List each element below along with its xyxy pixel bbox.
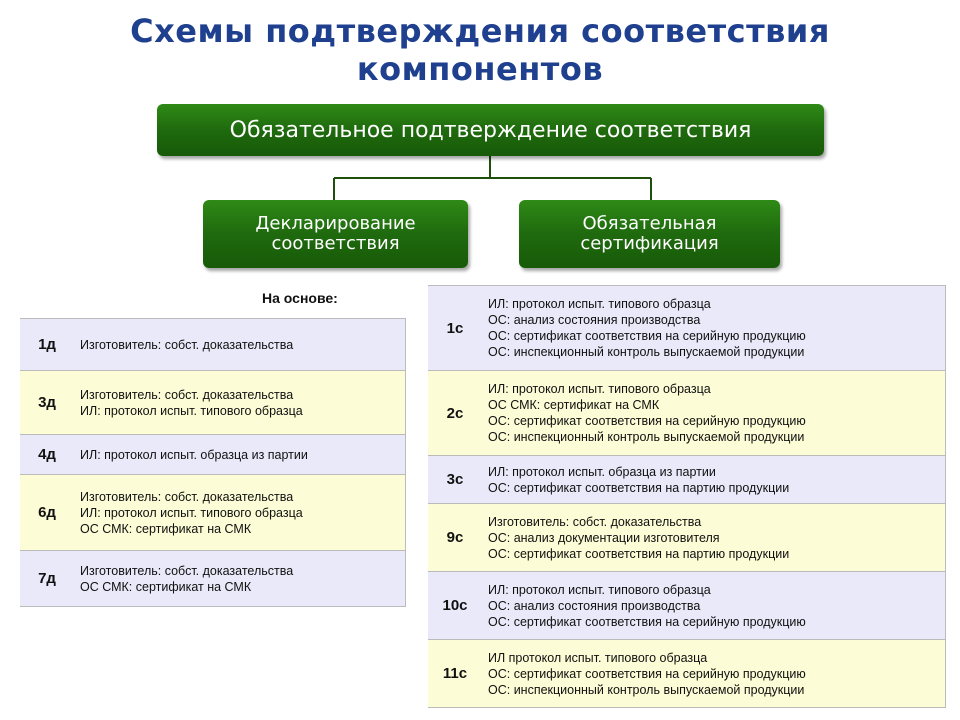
scheme-description-line: ОС: анализ состояния производства — [488, 598, 701, 613]
title-line-2: компонентов — [356, 50, 604, 88]
scheme-description — [74, 371, 406, 435]
scheme-row — [428, 371, 946, 456]
scheme-description-line: ОС: инспекционный контроль выпускаемой продукции — [488, 345, 805, 359]
scheme-code: 1д — [20, 319, 74, 371]
scheme-description-line: ОС: анализ документации изготовителя — [488, 530, 720, 545]
scheme-description — [74, 551, 406, 607]
scheme-description-line: Изготовитель: собст. доказательства — [80, 489, 294, 504]
scheme-description-line: Изготовитель: собст. доказательства — [80, 563, 294, 578]
scheme-description-line: ОС: сертификат соответствия на серийную продукцию — [488, 414, 806, 428]
declaration-label-2: соответствия — [271, 233, 400, 254]
scheme-code: 7д — [20, 551, 74, 607]
certification-label-2: сертификация — [580, 233, 719, 254]
declaration-box — [203, 200, 468, 268]
scheme-description-line: ИЛ: протокол испыт. типового образца — [488, 382, 711, 396]
scheme-description — [482, 371, 946, 456]
scheme-description-line: ОС: инспекционный контроль выпускаемой продукции — [488, 682, 805, 697]
scheme-description-line: Изготовитель: собст. доказательства — [80, 387, 294, 402]
scheme-description — [482, 456, 946, 504]
scheme-description-line: ОС: сертификат соответствия на партию продукции — [488, 480, 790, 495]
scheme-description — [74, 319, 406, 371]
scheme-row — [20, 371, 406, 435]
mandatory-confirmation-box — [157, 104, 824, 156]
mandatory-confirmation-label: Обязательное подтверждение соответствия — [229, 117, 752, 143]
scheme-description — [482, 504, 946, 572]
scheme-description-line: ОС СМК: сертификат на СМК — [80, 521, 252, 536]
scheme-code: 4д — [20, 435, 74, 475]
scheme-code: 3д — [20, 371, 74, 435]
scheme-code: 10с — [428, 572, 482, 640]
scheme-code: 3с — [428, 456, 482, 504]
scheme-description — [482, 640, 946, 708]
title-line-1: Схемы подтверждения соответствия — [130, 12, 830, 50]
scheme-code: 6д — [20, 475, 74, 551]
scheme-description-line: ИЛ: протокол испыт. типового образца — [80, 403, 303, 418]
scheme-description — [74, 435, 406, 475]
scheme-description-line: ИЛ: протокол испыт. образца из партии — [488, 464, 716, 479]
scheme-description-line: Изготовитель: собст. доказательства — [80, 337, 294, 352]
basis-label: На основе: — [262, 290, 338, 306]
scheme-description-line: ОС: инспекционный контроль выпускаемой продукции — [488, 430, 805, 444]
scheme-description — [74, 475, 406, 551]
scheme-row — [428, 572, 946, 640]
scheme-code: 9с — [428, 504, 482, 572]
scheme-code: 1с — [428, 286, 482, 371]
scheme-description-line: ОС: сертификат соответствия на серийную продукцию — [488, 666, 806, 681]
declaration-label-1: Декларирование — [255, 213, 416, 234]
certification-schemes-table — [428, 285, 946, 708]
declaration-schemes-table — [20, 318, 406, 607]
scheme-description-line: ОС: сертификат соответствия на партию продукции — [488, 546, 790, 561]
scheme-description-line: ИЛ: протокол испыт. типового образца — [488, 582, 711, 597]
scheme-row — [428, 456, 946, 504]
scheme-row — [20, 435, 406, 475]
scheme-description — [482, 286, 946, 371]
certification-box — [519, 200, 780, 268]
scheme-row — [20, 319, 406, 371]
scheme-code: 11с — [428, 640, 482, 708]
scheme-description-line: Изготовитель: собст. доказательства — [488, 514, 702, 529]
certification-label-1: Обязательная — [582, 213, 717, 234]
scheme-description-line: ОС СМК: сертификат на СМК — [488, 398, 660, 412]
scheme-row — [428, 286, 946, 371]
scheme-description-line: ИЛ: протокол испыт. типового образца — [488, 297, 711, 311]
scheme-description-line: ОС: сертификат соответствия на серийную продукцию — [488, 614, 806, 629]
scheme-row — [20, 475, 406, 551]
scheme-description-line: ИЛ: протокол испыт. типового образца — [80, 505, 303, 520]
scheme-row — [20, 551, 406, 607]
scheme-description-line: ИЛ: протокол испыт. образца из партии — [80, 447, 308, 462]
scheme-description — [482, 572, 946, 640]
scheme-description-line: ОС СМК: сертификат на СМК — [80, 579, 252, 594]
scheme-description-line: ОС: сертификат соответствия на серийную продукцию — [488, 329, 806, 343]
scheme-row — [428, 640, 946, 708]
scheme-description-line: ОС: анализ состояния производства — [488, 313, 701, 327]
scheme-code: 2с — [428, 371, 482, 456]
scheme-row — [428, 504, 946, 572]
scheme-description-line: ИЛ протокол испыт. типового образца — [488, 650, 708, 665]
